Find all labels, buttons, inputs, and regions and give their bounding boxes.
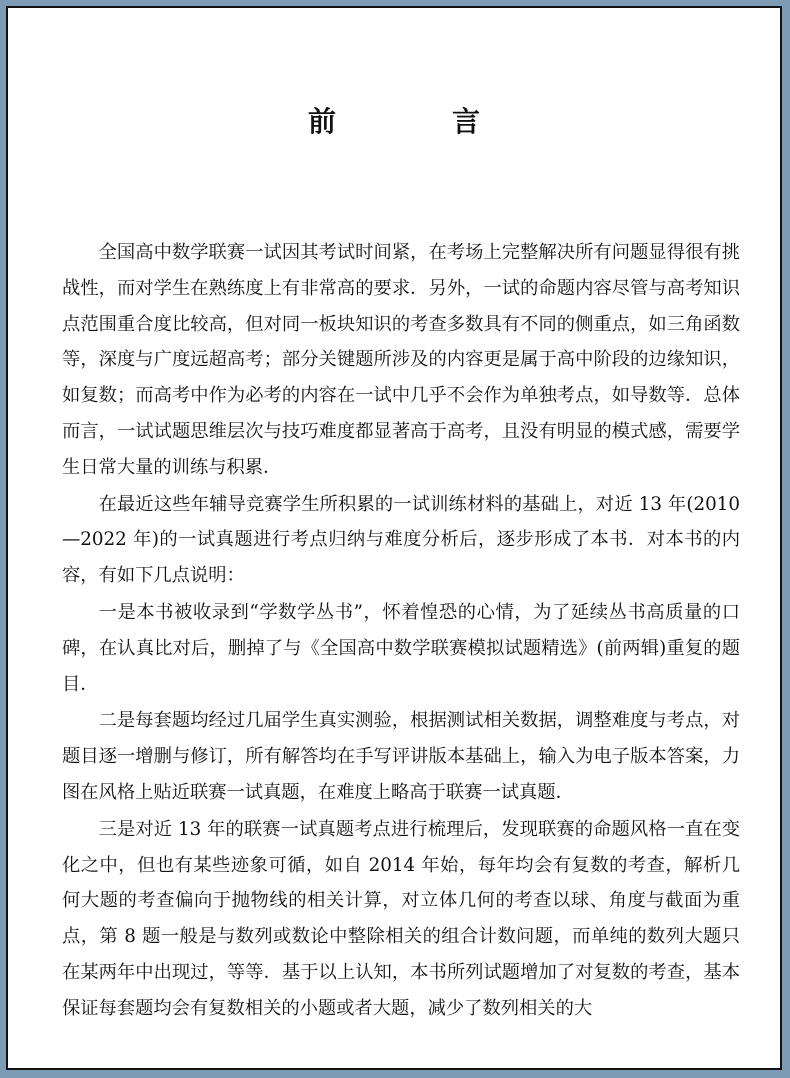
- preface-body: [62, 235, 740, 1027]
- paragraph-point-three: 三是对近 13 年的联赛一试真题考点进行梳理后，发现联赛的命题风格一直在变化之中，但也有某些迹象可循，如自 2014 年始，每年均会有复数的考查，解析几何大题的考查偏向于抛物线的相关计算，对立体几何的考查以球、角度与截面为重点，第 8 题一般是与数列或数论中整除相关的组合计数问题，而单纯的数列大题只在某两年中出现过，等等．基于以上认知，本书所列试题增加了对复数的考查，基本保证每套题均会有复数相关的小题或者大题，减少了数列相关的大: [62, 818, 740, 1019]
- paragraph-point-one: 一是本书被收录到“学数学丛书”，怀着惶恐的心情，为了延续丛书高质量的口碑，在认真比对后，删掉了与《全国高中数学联赛模拟试题精选》(前两辑)重复的题目．: [62, 601, 740, 695]
- document-page: [6, 6, 782, 1070]
- paragraph-background: 在最近这些年辅导竞赛学生所积累的一试训练材料的基础上，对近 13 年(2010—2022 年)的一试真题进行考点归纳与难度分析后，逐步形成了本书．对本书的内容，有如下几点说明：: [62, 493, 740, 587]
- preface-title: 前 言: [307, 105, 524, 138]
- paragraph-intro: 全国高中数学联赛一试因其考试时间紧，在考场上完整解决所有问题显得很有挑战性，而对学生在熟练度上有非常高的要求．另外，一试的命题内容尽管与高考知识点范围重合度比较高，但对同一板块知识的考查多数具有不同的侧重点，如三角函数等，深度与广度远超高考；部分关键题所涉及的内容更是属于高中阶段的边缘知识，如复数；而高考中作为必考的内容在一试中几乎不会作为单独考点，如导数等．总体而言，一试试题思维层次与技巧难度都显著高于高考，且没有明显的模式感，需要学生日常大量的训练与积累．: [62, 242, 740, 478]
- paragraph-point-two: 二是每套题均经过几届学生真实测验，根据测试相关数据，调整难度与考点，对题目逐一增删与修订，所有解答均在手写评讲版本基础上，输入为电子版本答案，力图在风格上贴近联赛一试真题，在难度上略高于联赛一试真题．: [62, 710, 740, 803]
